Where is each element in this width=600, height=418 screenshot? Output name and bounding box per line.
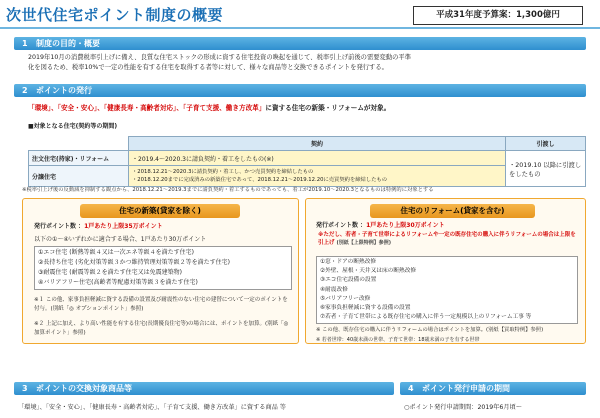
list-item: ③エコ住宅設備の設置 — [320, 277, 377, 284]
row2-contract-line2: ・2018.12.20までに完成済みの新築住宅であって、2018.12.21～2019.12.20に売買契約を締結したもの — [132, 177, 388, 183]
section4-header — [400, 382, 586, 395]
table-row — [29, 151, 586, 166]
row2-contract-line1: ・2018.12.21～2020.3に請負契約・着工し、かつ売買契約を締結したもの — [132, 169, 314, 175]
section3-header — [14, 382, 394, 395]
new-build-limit-label: 発行ポイント数 ： — [34, 223, 85, 230]
new-build-list — [34, 246, 292, 290]
section1-number: 1 — [22, 39, 28, 48]
section2-heading: ポイントの発行 — [36, 86, 92, 95]
list-item: ④バリアフリー住宅(高齢者等配慮対策等級３を満たす住宅) — [38, 279, 198, 286]
list-item: ⑦若者・子育て世帯による既存住宅の購入に伴う一定規模以上のリフォーム工事 等 — [320, 314, 532, 321]
list-item: ②長持ち住宅 (劣化対策等級３かつ維持管理対策等級２等を満たす住宅) — [38, 259, 230, 266]
new-build-note2: ※２ 上記に加え、より高い性能を有する住宅(長期優良住宅等)の場合には、ポイントを加算。(別紙「◎ 加算ポイント」参照) — [34, 321, 289, 336]
section4-number: 4 — [408, 384, 414, 393]
reform-footnote: ※ 若者世帯：40歳未満の世帯、子育て世帯：18歳未満の子を有する世帯 — [316, 337, 480, 343]
table-header-delivery: 引渡し — [506, 137, 586, 151]
page-title: 次世代住宅ポイント制度の概要 — [6, 6, 224, 24]
reform-list — [316, 256, 578, 324]
table-header-row — [29, 137, 586, 151]
section1-heading: 制度の目的・概要 — [36, 39, 100, 48]
list-item: ⑤バリアフリー改修 — [320, 295, 371, 302]
section2-target-red: 「環境」、「安全・安心」、「健康長寿・高齢者対応」、「子育て支援、働き方改革」 — [28, 104, 266, 112]
new-build-intro: 以下の①～④いずれかに適合する場合、1戸あたり30万ポイント — [34, 236, 207, 243]
contract-table — [28, 136, 586, 187]
table-corner — [29, 137, 129, 151]
title-divider — [0, 27, 600, 29]
new-build-limit-value: 1戸あたり上限35万ポイント — [84, 223, 163, 230]
table-row — [29, 166, 586, 187]
reform-limit-label: 発行ポイント数 ： — [316, 222, 367, 229]
budget-box: 平成31年度予算案：1,300億円 — [413, 6, 583, 25]
section1-line1: 2019年10月の消費税率引上げに備え、良質な住宅ストックの形成に資する住宅投資の喚起を通じて、税率引上げ前後の需要変動の平準 — [28, 54, 412, 61]
section2-number: 2 — [22, 86, 28, 95]
list-item: ⑥家事負担軽減に資する設備の設置 — [320, 305, 411, 312]
section2-header — [14, 84, 586, 97]
list-item: ③耐震住宅 (耐震等級２を満たす住宅又は免震建築物) — [38, 269, 182, 276]
reform-note: ※ この他、既存住宅の購入に伴うリフォームの場合はポイントを加算。(別紙【買取特例】参照) — [316, 327, 544, 333]
section2-subheading: ■対象となる住宅(契約等の期間) — [28, 123, 118, 130]
list-item: ①エコ住宅 (断熱等級４又は一次エネ等級４を満たす住宅) — [38, 249, 194, 256]
section3-number: 3 — [22, 384, 28, 393]
section2-target-rest: に資する住宅の新築・リフォームが対象。 — [265, 104, 391, 112]
section3-text: 「環境」、「安全・安心」、「健康長寿・高齢者対応」、「子育て支援、働き方改革」に資する商品 等 — [18, 404, 286, 411]
row2-contract — [129, 166, 506, 187]
section1-line2: 化を図るため、税率10%で一定の性能を有する住宅を取得する者等に対して、様々な商品等と交換できるポイントを発行する。 — [28, 64, 388, 71]
section3-heading: ポイントの交換対象商品等 — [36, 384, 132, 393]
delivery-cell: ・2019.10 以降に引渡しをしたもの — [506, 151, 586, 187]
new-build-title: 住宅の新築(貸家を除く) — [80, 204, 240, 218]
section4-text: ○ポイント発行申請期間：2019年6月頃～ — [404, 404, 522, 411]
section2-note: ※税率引上げ後の反動減を抑制する観点から、2018.12.21～2019.3までに請負契約・着工するものであっても、着工が2019.10～2020.3となるものは特例的に対象とする — [22, 187, 434, 193]
list-item: ①窓・ドアの断熱改修 — [320, 259, 377, 265]
section1-body — [28, 53, 588, 73]
reform-title: 住宅のリフォーム(貸家を含む) — [370, 204, 535, 218]
reform-special-text: ※ただし、若者・子育て世帯によるリフォームや一定の既存住宅の購入に伴うリフォームの場合は上限を引上げ — [318, 232, 576, 246]
new-build-note1: ※１ この他、家事負担軽減に資する設備の設置及び耐震性のない住宅の建替について一定のポイントを付与。(別紙「◎ オプションポイント」参照) — [34, 297, 288, 312]
section1-header — [14, 37, 586, 50]
reform-limit — [316, 221, 445, 230]
reform-special-ref: (別紙【上限特例】参照) — [336, 240, 392, 246]
table-header-contract: 契約 — [129, 137, 506, 151]
section4-heading: ポイント発行申請の期間 — [422, 384, 510, 393]
title-bar — [0, 0, 600, 30]
row1-label: 注文住宅(持家)・リフォーム — [29, 151, 129, 166]
section2-target — [28, 102, 588, 112]
list-item: ②外壁、屋根・天井又は床の断熱改修 — [320, 268, 417, 275]
reform-special — [318, 231, 580, 247]
list-item: ④耐震改修 — [320, 286, 348, 293]
row2-label: 分譲住宅 — [29, 166, 129, 187]
new-build-limit — [34, 222, 163, 231]
row1-contract: ・2019.4～2020.3に請負契約・着工をしたもの(※) — [129, 151, 506, 166]
reform-limit-value: 1戸あたり上限30万ポイント — [366, 222, 445, 229]
